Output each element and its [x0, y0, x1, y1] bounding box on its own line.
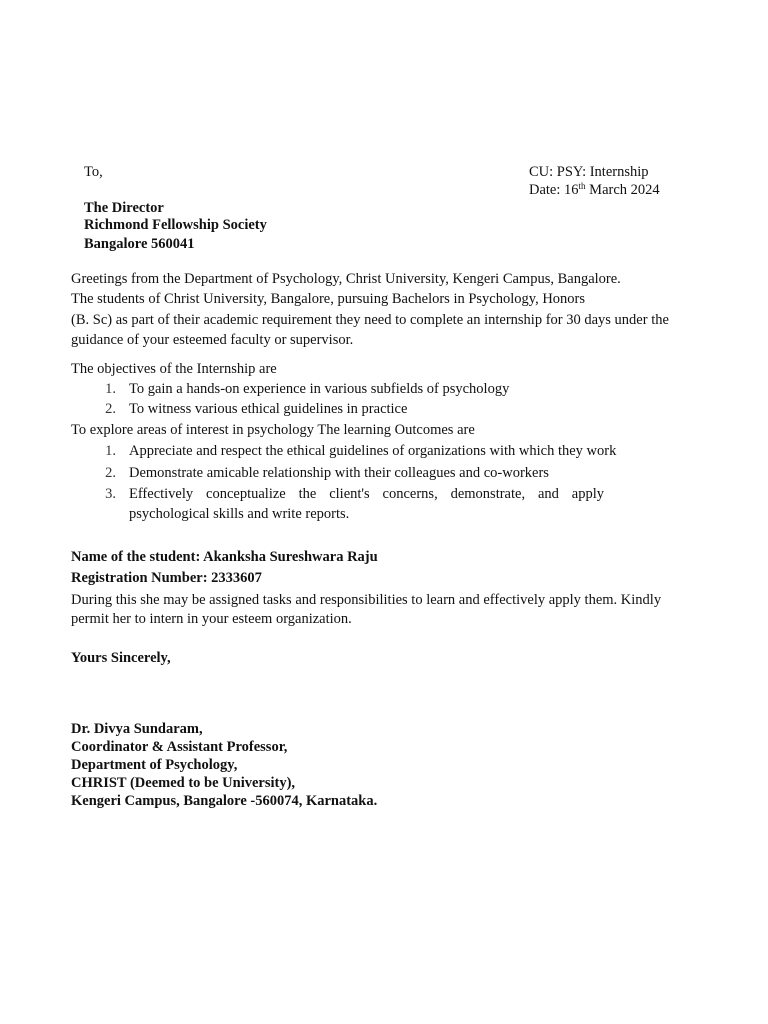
date-suffix: th [578, 181, 586, 191]
date-rest: March 2024 [585, 182, 660, 198]
list-text-line-2: psychological skills and write reports. [129, 506, 350, 522]
intro-line-3: (B. Sc) as part of their academic requirement they need to complete an internship for 30 days under the [71, 312, 669, 328]
list-text: To witness various ethical guidelines in practice [129, 401, 408, 417]
registration-number: Registration Number: 2333607 [71, 570, 262, 586]
date-line [529, 181, 660, 200]
closing-line-2: permit her to intern in your esteem organization. [71, 611, 352, 627]
list-number: 3. [105, 486, 116, 502]
intro-line-4: guidance of your esteemed faculty or supervisor. [71, 332, 354, 348]
outcomes-heading: To explore areas of interest in psychology The learning Outcomes are [71, 422, 475, 438]
reference-line: CU: PSY: Internship [529, 164, 649, 180]
list-number: 1. [105, 443, 116, 459]
signatory-role: Coordinator & Assistant Professor, [71, 739, 288, 755]
date-prefix: Date: 16 [529, 182, 579, 198]
list-text: Appreciate and respect the ethical guidelines of organizations with which they work [129, 443, 617, 459]
objectives-heading: The objectives of the Internship are [71, 361, 277, 377]
recipient-title: The Director [84, 200, 164, 216]
student-name: Name of the student: Akanksha Sureshwara Raju [71, 549, 378, 565]
signatory-name: Dr. Divya Sundaram, [71, 721, 203, 737]
signatory-address: Kengeri Campus, Bangalore -560074, Karnataka. [71, 793, 378, 809]
salutation-to: To, [84, 164, 103, 180]
list-text: Demonstrate amicable relationship with their colleagues and co-workers [129, 465, 549, 481]
list-text: To gain a hands-on experience in various subfields of psychology [129, 381, 510, 397]
recipient-address: Bangalore 560041 [84, 236, 195, 252]
list-number: 1. [105, 381, 116, 397]
recipient-organization: Richmond Fellowship Society [84, 217, 267, 233]
sign-off: Yours Sincerely, [71, 650, 171, 666]
list-number: 2. [105, 465, 116, 481]
intro-line-1: Greetings from the Department of Psychology, Christ University, Kengeri Campus, Bangalore. [71, 271, 621, 287]
list-text-line-1: Effectively conceptualize the client's concerns, demonstrate, and apply [129, 486, 604, 502]
list-number: 2. [105, 401, 116, 417]
signatory-department: Department of Psychology, [71, 757, 238, 773]
signatory-institution: CHRIST (Deemed to be University), [71, 775, 296, 791]
list-text-block [129, 485, 604, 524]
intro-line-2: The students of Christ University, Bangalore, pursuing Bachelors in Psychology, Honors [71, 291, 586, 307]
closing-line-1: During this she may be assigned tasks and responsibilities to learn and effectively apply them. Kindly [71, 592, 662, 608]
